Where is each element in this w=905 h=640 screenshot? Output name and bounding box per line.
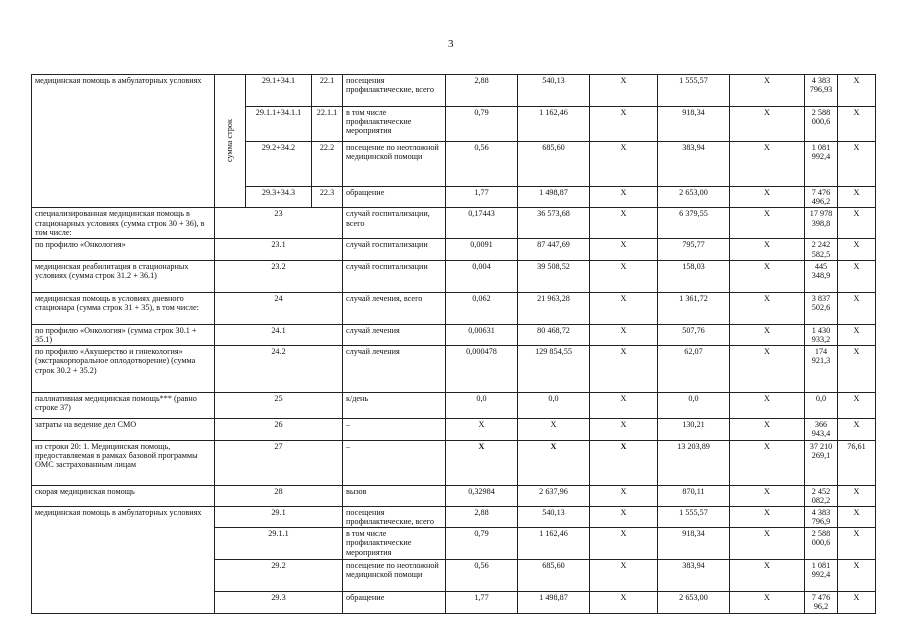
value-cell-c2: X xyxy=(518,440,590,485)
value-cell-c2: 1 162,46 xyxy=(518,528,590,560)
value-cell-c3: X xyxy=(590,560,658,592)
row-code: 23.2 xyxy=(215,260,343,292)
row-code: 22.2 xyxy=(312,142,343,187)
value-cell-c4: 158,03 xyxy=(658,260,730,292)
value-cell-c7: 76,61 xyxy=(838,440,876,485)
value-cell-c2: 129 854,55 xyxy=(518,346,590,393)
value-cell-c4: 383,94 xyxy=(658,142,730,187)
row-code: 22.1 xyxy=(312,75,343,107)
value-cell-c4: 918,34 xyxy=(658,107,730,142)
value-cell-c6: 2 452 082,2 xyxy=(805,485,838,506)
row-unit: посещение по неотложной медицинской помощи xyxy=(343,142,446,187)
value-cell-c5: X xyxy=(730,142,805,187)
value-cell-c7: X xyxy=(838,260,876,292)
value-cell-c5: X xyxy=(730,260,805,292)
value-cell-c5: X xyxy=(730,107,805,142)
row-code: 24.2 xyxy=(215,346,343,393)
value-cell-c5: X xyxy=(730,506,805,527)
value-cell-c2: 39 508,52 xyxy=(518,260,590,292)
value-cell-c6: 2 242 582,5 xyxy=(805,239,838,260)
value-cell-c6: 17 978 398,8 xyxy=(805,208,838,239)
value-cell-c5: X xyxy=(730,560,805,592)
value-cell-c3: X xyxy=(590,393,658,419)
row-code: 29.1.1 xyxy=(215,528,343,560)
value-cell-c2: 21 963,28 xyxy=(518,292,590,324)
row-code: 29.1 xyxy=(215,506,343,527)
row-unit: вызов xyxy=(343,485,446,506)
value-cell-c4: 2 653,00 xyxy=(658,592,730,613)
value-cell-c7: X xyxy=(838,592,876,613)
value-cell-c4: 870,11 xyxy=(658,485,730,506)
value-cell-c3: X xyxy=(590,528,658,560)
table-row xyxy=(32,208,876,239)
value-cell-c3: X xyxy=(590,440,658,485)
value-cell-c2: 685,60 xyxy=(518,560,590,592)
value-cell-c6: 445 348,9 xyxy=(805,260,838,292)
value-cell-c4: 795,77 xyxy=(658,239,730,260)
value-cell-c2: 1 162,46 xyxy=(518,107,590,142)
sum-rows-label: сумма строк xyxy=(225,118,235,162)
value-cell-c3: X xyxy=(590,260,658,292)
value-cell-c1: 2,88 xyxy=(446,506,518,527)
value-cell-c3: X xyxy=(590,419,658,440)
row-label: медицинская реабилитация в стационарных условиях (сумма строк 31.2 + 36.1) xyxy=(32,260,215,292)
value-cell-c7: X xyxy=(838,107,876,142)
value-cell-c2: 540,13 xyxy=(518,506,590,527)
value-cell-c3: X xyxy=(590,346,658,393)
value-cell-c6: 1 430 933,2 xyxy=(805,324,838,345)
value-cell-c2: 540,13 xyxy=(518,75,590,107)
row-unit: случай лечения, всего xyxy=(343,292,446,324)
value-cell-c6: 2 588 000,6 xyxy=(805,528,838,560)
value-cell-c7: X xyxy=(838,485,876,506)
value-cell-c1: 0,0 xyxy=(446,393,518,419)
row-subsum: 29.2+34.2 xyxy=(246,142,312,187)
value-cell-c5: X xyxy=(730,324,805,345)
row-unit: посещения профилактические, всего xyxy=(343,75,446,107)
table-row xyxy=(32,260,876,292)
row-label: по профилю «Онкология» xyxy=(32,239,215,260)
value-cell-c1: 0,79 xyxy=(446,107,518,142)
row-label: затраты на ведение дел СМО xyxy=(32,419,215,440)
value-cell-c4: 383,94 xyxy=(658,560,730,592)
row-unit: случай госпитализации, всего xyxy=(343,208,446,239)
table-row xyxy=(32,75,876,107)
row-label: паллиативная медицинская помощь*** (равно строке 37) xyxy=(32,393,215,419)
value-cell-c1: 2,88 xyxy=(446,75,518,107)
row-code: 25 xyxy=(215,393,343,419)
value-cell-c7: X xyxy=(838,324,876,345)
table-row xyxy=(32,324,876,345)
row-unit: обращение xyxy=(343,592,446,613)
value-cell-c1: 0,004 xyxy=(446,260,518,292)
value-cell-c3: X xyxy=(590,75,658,107)
value-cell-c2: 2 637,96 xyxy=(518,485,590,506)
table-row xyxy=(32,393,876,419)
row-code: 24.1 xyxy=(215,324,343,345)
row-label: по профилю «Акушерство и гинекология» (экстракорпоральное оплодотворение) (сумма строк 30.2 + 35.2) xyxy=(32,346,215,393)
table-row xyxy=(32,346,876,393)
value-cell-c5: X xyxy=(730,440,805,485)
row-label: из строки 20: 1. Медицинская помощь, предоставляемая в рамках базовой программы ОМС застрахованным лицам xyxy=(32,440,215,485)
row-label: медицинская помощь в амбулаторных условиях xyxy=(32,506,215,613)
value-cell-c2: 685,60 xyxy=(518,142,590,187)
value-cell-c7: X xyxy=(838,187,876,208)
value-cell-c4: 62,07 xyxy=(658,346,730,393)
value-cell-c1: 0,0091 xyxy=(446,239,518,260)
page-number: 3 xyxy=(448,38,454,50)
row-unit: в том числе профилактические мероприятия xyxy=(343,107,446,142)
value-cell-c1: 1,77 xyxy=(446,187,518,208)
value-cell-c6: 4 383 796,9 xyxy=(805,506,838,527)
value-cell-c6: 3 837 502,6 xyxy=(805,292,838,324)
row-label: специализированная медицинская помощь в стационарных условиях (сумма строк 30 + 36), в том числе: xyxy=(32,208,215,239)
row-subsum: 29.1.1+34.1.1 xyxy=(246,107,312,142)
value-cell-c1: 0,000478 xyxy=(446,346,518,393)
row-code: 28 xyxy=(215,485,343,506)
row-code: 27 xyxy=(215,440,343,485)
value-cell-c7: X xyxy=(838,506,876,527)
row-code: 22.1.1 xyxy=(312,107,343,142)
value-cell-c2: 0,0 xyxy=(518,393,590,419)
row-code: 23.1 xyxy=(215,239,343,260)
row-subsum: 29.3+34.3 xyxy=(246,187,312,208)
value-cell-c3: X xyxy=(590,324,658,345)
value-cell-c1: X xyxy=(446,419,518,440)
row-label: по профилю «Онкология» (сумма строк 30.1 + 35.1) xyxy=(32,324,215,345)
value-cell-c7: X xyxy=(838,419,876,440)
row-unit: посещение по неотложной медицинской помощи xyxy=(343,560,446,592)
value-cell-c6: 7 476 96,2 xyxy=(805,592,838,613)
value-cell-c7: X xyxy=(838,208,876,239)
row-code: 24 xyxy=(215,292,343,324)
value-cell-c6: 1 081 992,4 xyxy=(805,142,838,187)
row-code: 23 xyxy=(215,208,343,239)
table-row xyxy=(32,440,876,485)
value-cell-c2: 36 573,68 xyxy=(518,208,590,239)
value-cell-c1: 0,062 xyxy=(446,292,518,324)
value-cell-c7: X xyxy=(838,528,876,560)
value-cell-c4: 130,21 xyxy=(658,419,730,440)
row-subsum: 29.1+34.1 xyxy=(246,75,312,107)
table-row xyxy=(32,419,876,440)
value-cell-c3: X xyxy=(590,142,658,187)
value-cell-c3: X xyxy=(590,485,658,506)
tariff-table xyxy=(31,74,876,614)
value-cell-c6: 1 081 992,4 xyxy=(805,560,838,592)
value-cell-c7: X xyxy=(838,239,876,260)
value-cell-c3: X xyxy=(590,592,658,613)
value-cell-c6: 37 210 269,1 xyxy=(805,440,838,485)
row-unit: случай госпитализации xyxy=(343,260,446,292)
value-cell-c2: 80 468,72 xyxy=(518,324,590,345)
value-cell-c3: X xyxy=(590,187,658,208)
value-cell-c3: X xyxy=(590,506,658,527)
value-cell-c1: 0,17443 xyxy=(446,208,518,239)
row-unit: обращение xyxy=(343,187,446,208)
value-cell-c5: X xyxy=(730,346,805,393)
value-cell-c3: X xyxy=(590,208,658,239)
row-unit: в том числе профилактические мероприятия xyxy=(343,528,446,560)
value-cell-c1: 0,56 xyxy=(446,560,518,592)
value-cell-c6: 7 476 496,2 xyxy=(805,187,838,208)
value-cell-c7: X xyxy=(838,393,876,419)
value-cell-c5: X xyxy=(730,393,805,419)
value-cell-c5: X xyxy=(730,239,805,260)
value-cell-c2: X xyxy=(518,419,590,440)
value-cell-c1: 0,56 xyxy=(446,142,518,187)
value-cell-c6: 4 383 796,93 xyxy=(805,75,838,107)
value-cell-c2: 1 498,87 xyxy=(518,187,590,208)
value-cell-c6: 366 943,4 xyxy=(805,419,838,440)
value-cell-c4: 507,76 xyxy=(658,324,730,345)
row-unit: случай госпитализации xyxy=(343,239,446,260)
value-cell-c4: 0,0 xyxy=(658,393,730,419)
row-code: 29.3 xyxy=(215,592,343,613)
value-cell-c5: X xyxy=(730,208,805,239)
value-cell-c6: 174 921,3 xyxy=(805,346,838,393)
row-unit: к/день xyxy=(343,393,446,419)
value-cell-c1: 1,77 xyxy=(446,592,518,613)
value-cell-c5: X xyxy=(730,592,805,613)
value-cell-c1: X xyxy=(446,440,518,485)
value-cell-c1: 0,00631 xyxy=(446,324,518,345)
value-cell-c1: 0,79 xyxy=(446,528,518,560)
table-row xyxy=(32,485,876,506)
value-cell-c7: X xyxy=(838,292,876,324)
row-label: скорая медицинская помощь xyxy=(32,485,215,506)
value-cell-c3: X xyxy=(590,292,658,324)
value-cell-c4: 1 555,57 xyxy=(658,75,730,107)
value-cell-c5: X xyxy=(730,187,805,208)
value-cell-c1: 0,32984 xyxy=(446,485,518,506)
value-cell-c7: X xyxy=(838,346,876,393)
value-cell-c5: X xyxy=(730,292,805,324)
value-cell-c3: X xyxy=(590,239,658,260)
value-cell-c4: 13 203,89 xyxy=(658,440,730,485)
row-code: 22.3 xyxy=(312,187,343,208)
value-cell-c2: 1 498,87 xyxy=(518,592,590,613)
value-cell-c4: 6 379,55 xyxy=(658,208,730,239)
row-label: медицинская помощь в условиях дневного стационара (сумма строк 31 + 35), в том числе: xyxy=(32,292,215,324)
value-cell-c4: 1 555,57 xyxy=(658,506,730,527)
row-code: 26 xyxy=(215,419,343,440)
value-cell-c5: X xyxy=(730,419,805,440)
value-cell-c4: 1 361,72 xyxy=(658,292,730,324)
row-unit: – xyxy=(343,440,446,485)
value-cell-c6: 0,0 xyxy=(805,393,838,419)
value-cell-c5: X xyxy=(730,485,805,506)
value-cell-c6: 2 588 000,6 xyxy=(805,107,838,142)
value-cell-c7: X xyxy=(838,560,876,592)
row-label: медицинская помощь в амбулаторных условиях xyxy=(32,75,215,208)
value-cell-c5: X xyxy=(730,528,805,560)
table-row xyxy=(32,292,876,324)
row-unit: случай лечения xyxy=(343,346,446,393)
value-cell-c5: X xyxy=(730,75,805,107)
value-cell-c7: X xyxy=(838,142,876,187)
row-code: 29.2 xyxy=(215,560,343,592)
row-unit: – xyxy=(343,419,446,440)
value-cell-c3: X xyxy=(590,107,658,142)
value-cell-c7: X xyxy=(838,75,876,107)
sum-rows-vertical-label xyxy=(215,75,246,208)
value-cell-c4: 2 653,00 xyxy=(658,187,730,208)
table-row xyxy=(32,239,876,260)
table-row xyxy=(32,506,876,527)
value-cell-c2: 87 447,69 xyxy=(518,239,590,260)
value-cell-c4: 918,34 xyxy=(658,528,730,560)
row-unit: случай лечения xyxy=(343,324,446,345)
row-unit: посещения профилактические, всего xyxy=(343,506,446,527)
